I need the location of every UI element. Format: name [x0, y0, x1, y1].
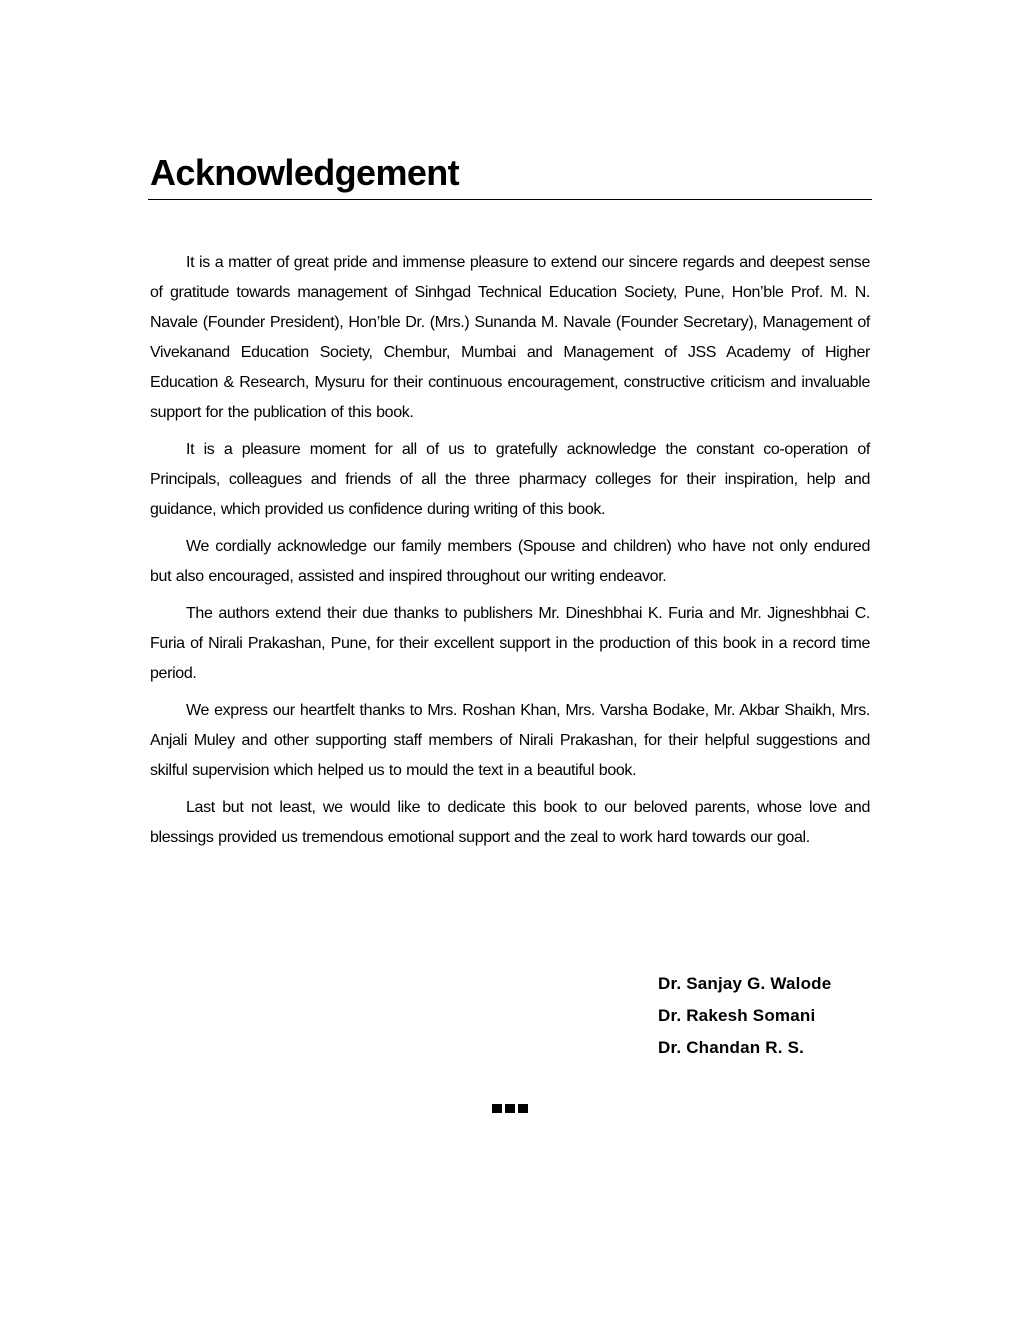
paragraph: We cordially acknowledge our family members (Spouse and children) who have not only endured but also encouraged, assisted and inspired throughout our writing endeavor.: [150, 538, 870, 585]
end-mark-icon: [492, 1104, 528, 1113]
signatory: Dr. Chandan R. S.: [658, 1038, 805, 1057]
paragraph: It is a pleasure moment for all of us to gratefully acknowledge the constant co-operation of Principals, colleagues and friends of all the three pharmacy colleges for their inspiration, help and guidance, which provided us confidence during writing of this book.: [150, 441, 870, 518]
paragraph: Last but not least, we would like to dedicate this book to our beloved parents, whose love and blessings provided us tremendous emotional support and the zeal to work hard towards our goal.: [150, 799, 870, 846]
paragraph: It is a matter of great pride and immense pleasure to extend our sincere regards and deepest sense of gratitude towards management of Sinhgad Technical Education Society, Pune, Hon’ble Prof. M. N. Navale (Founder President), Hon’ble Dr. (Mrs.) Sunanda M. Navale (Founder Secretary), Management of Vivekanand Education Society, Chembur, Mumbai and Management of JSS Academy of Higher Education & Research, Mysuru for their continuous encouragement, constructive criticism and invaluable support for the publication of this book.: [150, 254, 870, 421]
signatory: Dr. Rakesh Somani: [658, 1006, 816, 1025]
paragraph: We express our heartfelt thanks to Mrs. Roshan Khan, Mrs. Varsha Bodake, Mr. Akbar Shaikh, Mrs. Anjali Muley and other supporting staff members of Nirali Prakashan, for their helpful suggestions and skilful supervision which helped us to mould the text in a beautiful book.: [150, 702, 870, 779]
acknowledgement-body: [150, 248, 870, 860]
title-rule: [148, 199, 872, 200]
signatories: [658, 968, 831, 1064]
page-title: Acknowledgement: [150, 152, 460, 193]
paragraph: The authors extend their due thanks to publishers Mr. Dineshbhai K. Furia and Mr. Jigneshbhai C. Furia of Nirali Prakashan, Pune, for their excellent support in the production of this book in a record time period.: [150, 605, 870, 682]
square-icon: [518, 1104, 528, 1113]
signatory: Dr. Sanjay G. Walode: [658, 974, 832, 993]
square-icon: [492, 1104, 502, 1113]
square-icon: [505, 1104, 515, 1113]
